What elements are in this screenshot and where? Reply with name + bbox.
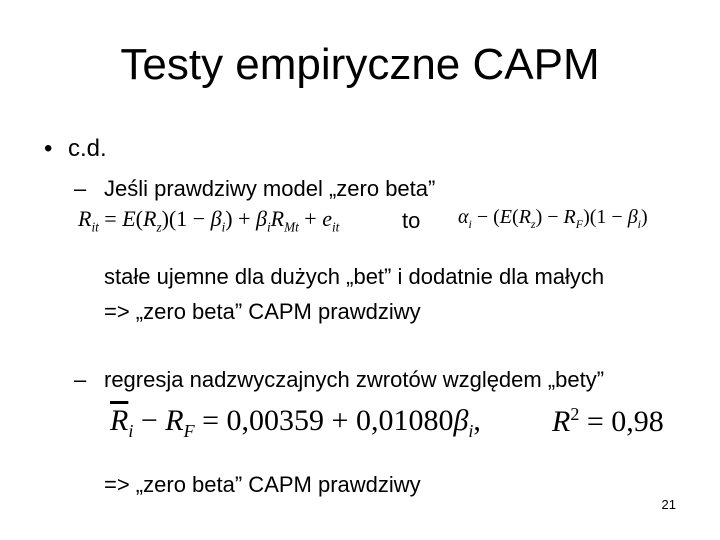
connector-to: to [402, 208, 421, 233]
regression-constant-2: 0,01080 [355, 404, 454, 437]
equation-regression: $\overline{R}_i - R_F = 0,00359 + 0,01080\beta_i$, [110, 404, 481, 441]
text-conclusion: => „zero beta” CAPM prawdziwy [104, 472, 421, 497]
text-constants-line2: => „zero beta” CAPM prawdziwy [104, 299, 421, 324]
page-number: 21 [661, 497, 676, 512]
bullet-text: c.d. [68, 135, 107, 162]
bullet-dot: • [44, 135, 53, 162]
subbullet-regression-text: regresja nadzwyczajnych zwrotów względem „bety” [104, 367, 605, 392]
subbullet-regression [74, 367, 604, 393]
r-squared-value: 0,98 [611, 405, 664, 438]
regression-constant-1: 0,00359 [226, 404, 325, 437]
slide-title: Testy empiryczne CAPM [120, 40, 600, 89]
equation-zero-beta-model: $R_{it} = E(R_z)(1 - \beta_i) + \beta_iR_{Mt} + e_{it}$ [78, 206, 340, 235]
text-constants-line1: stałe ujemne dla dużych „bet” i dodatnie dla małych [104, 264, 605, 289]
dash-marker: – [74, 367, 87, 392]
dash-marker: – [74, 176, 87, 201]
subbullet-zero-beta [74, 176, 435, 202]
equation-alpha: $\alpha_i - (E(R_z) - R_F)(1 - \beta_i)$ [458, 206, 648, 231]
equation-r-squared: $R^2 = 0,98$ [552, 404, 664, 438]
subbullet-zero-beta-text: Jeśli prawdziwy model „zero beta” [104, 176, 436, 201]
bullet-cd [44, 135, 107, 163]
